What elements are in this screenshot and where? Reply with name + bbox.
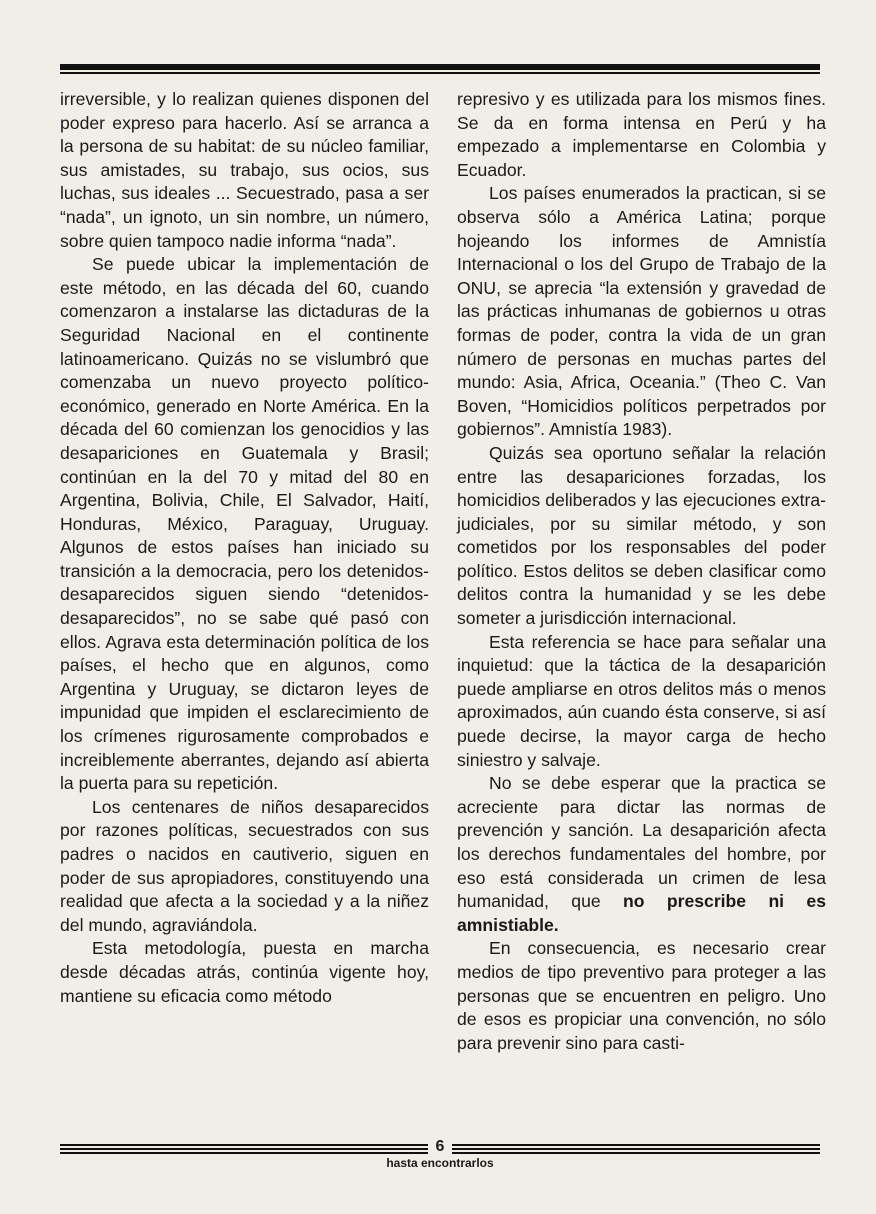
footer-rule-left (60, 1144, 428, 1154)
paragraph: Esta metodología, puesta en marcha desde décadas atrás, continúa vigente hoy, mantiene su eficacia como método (60, 938, 429, 1006)
top-rule (60, 64, 820, 74)
right-column (457, 88, 826, 1128)
paragraph: En consecuencia, es necesario crear medios de tipo preventivo para proteger a las personas que se encuentren en peligro. Uno de esos es propiciar una convención, no sólo para prevenir sino para casti- (457, 938, 826, 1053)
paragraph (457, 772, 826, 937)
article-body (60, 88, 826, 1128)
paragraph: Los países enumerados la practican, si se observa sólo a América Latina; porque hojeando los informes de Amnistía Internacional o los del Grupo de Trabajo de la ONU, se aprecia “la extensión y gravedad de las prácticas inhumanas de gobiernos u otras formas de poder, contra la vida de un gran número de personas en muchas partes del mundo: Asia, Africa, Oceania.” (Theo C. Van Boven, “Homicidios políticos perpetrados por gobiernos”. Amnistía 1983). (457, 183, 826, 440)
top-rule-thin (60, 72, 820, 74)
footer-rule-right (452, 1144, 820, 1154)
paragraph: Se puede ubicar la implementación de este método, en las década del 60, cuando comenzaron a instalarse las dictaduras de la Seguridad Nacional en el continente latinoamericano. Quizás no se vislumbró que comenzaba un nuevo proyecto político-económico, generado en Norte América. En la década del 60 comienzan los genocidios y las desapariciones en Guatemala y Brasil; continúan en la del 70 y mitad del 80 en Argentina, Bolivia, Chile, El Salvador, Haití, Honduras, México, Paraguay, Uruguay. Algunos de estos países han iniciado su transición a la democracia, pero los detenidos-desaparecidos siguen siendo “detenidos-desaparecidos”, no se sabe qué pasó con ellos. Agrava esta determinación política de los países, el hecho que en algunos, como Argentina y Uruguay, se dictaron leyes de impunidad que impiden el esclarecimiento de los crímenes rigurosamente comprobados e increiblemente aberrantes, dejando así abierta la puerta para su repetición. (60, 254, 429, 794)
page-footer (60, 1140, 820, 1180)
paragraph: represivo y es utilizada para los mismos fines. Se da en forma intensa en Perú y ha empezado a implementarse en Colombia y Ecuador. (457, 89, 826, 180)
paragraph: Quizás sea oportuno señalar la relación entre las desapariciones forzadas, los homicidios deliberados y las ejecuciones extra-judiciales, por su similar método, y son cometidos por los responsables del poder político. Estos delitos se deben clasificar como delitos contra la humanidad y se les debe someter a jurisdicción internacional. (457, 442, 826, 629)
page-number: 6 (435, 1138, 445, 1155)
top-rule-thick (60, 64, 820, 70)
bold-emphasis: no prescribe ni es amnistiable. (457, 891, 826, 935)
paragraph: Los centenares de niños desaparecidos por razones políticas, secuestrados con sus padres o nacidos en cautiverio, siguen en poder de sus apropiadores, constituyendo una realidad que afecta a la sociedad y a la niñez del mundo, agraviándola. (60, 796, 429, 935)
paragraph: irreversible, y lo realizan quienes disponen del poder expreso para hacerlo. Así se arranca a la persona de su habitat: de su núcleo familiar, sus amistades, su trabajo, sus ocios, sus luchas, sus ideales ... Secuestrado, pasa a ser “nada”, un ignoto, un sin nombre, un número, sobre quien tampoco nadie informa “nada”. (60, 89, 429, 251)
publication-title: hasta encontrarlos (386, 1156, 494, 1170)
left-column (60, 88, 429, 1128)
paragraph-text: No se debe esperar que la practica se acreciente para dictar las normas de prevención y sanción. La desaparición afecta los derechos fundamentales del hombre, por eso está considerada un crimen de lesa humanidad, que (457, 773, 826, 912)
paragraph: Esta referencia se hace para señalar una inquietud: que la táctica de la desaparición puede ampliarse en otros delitos más o menos aproximados, aún cuando ésta conserve, si así puede decirse, la mayor carga de hecho siniestro y salvaje. (457, 631, 826, 770)
